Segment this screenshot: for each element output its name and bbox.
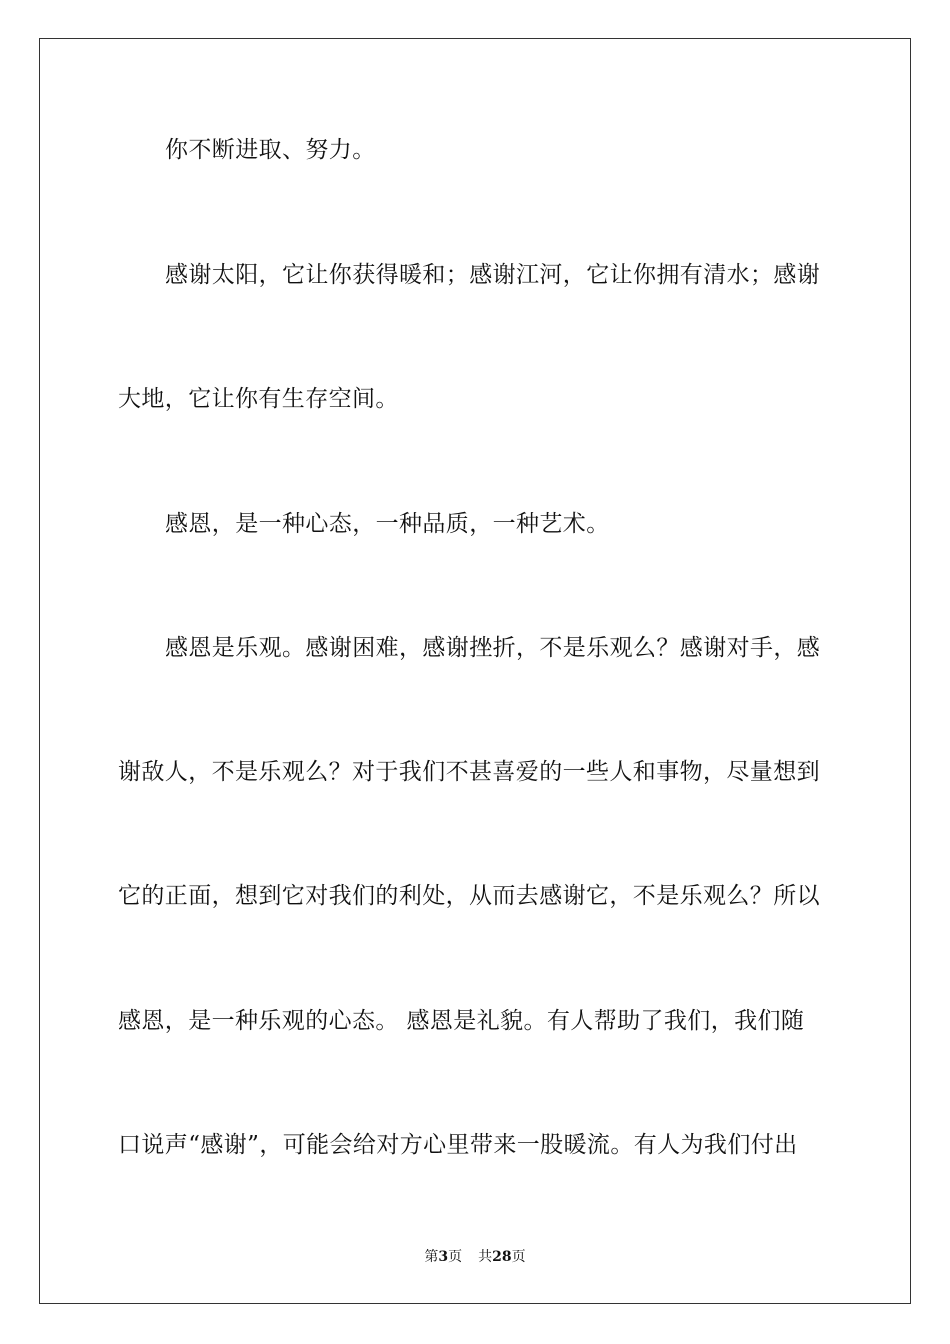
text-line: 感恩，是一种乐观的心态。 感恩是礼貌。有人帮助了我们，我们随 <box>118 1008 805 1034</box>
page-prefix: 第 <box>424 1249 439 1265</box>
page-footer <box>0 1248 950 1266</box>
total-suffix: 页 <box>511 1249 526 1265</box>
page-suffix: 页 <box>448 1249 463 1265</box>
total-pages: 28 <box>492 1249 512 1265</box>
text-line: 你不断进取、努力。 <box>165 137 376 163</box>
text-line: 口说声“感谢”，可能会给对方心里带来一股暖流。有人为我们付出 <box>118 1132 798 1158</box>
total-prefix: 共 <box>478 1249 493 1265</box>
text-line: 它的正面，想到它对我们的利处，从而去感谢它，不是乐观么？所以 <box>118 883 820 909</box>
page-number: 3 <box>438 1249 449 1265</box>
text-line: 大地，它让你有生存空间。 <box>118 386 399 412</box>
text-line: 感恩是乐观。感谢困难，感谢挫折，不是乐观么？感谢对手，感 <box>165 635 821 661</box>
text-line: 感恩，是一种心态，一种品质，一种艺术。 <box>165 511 610 537</box>
text-line: 谢敌人，不是乐观么？对于我们不甚喜爱的一些人和事物，尽量想到 <box>118 759 820 785</box>
text-line: 感谢太阳，它让你获得暖和；感谢江河，它让你拥有清水；感谢 <box>165 262 821 288</box>
page-border <box>39 38 911 1304</box>
